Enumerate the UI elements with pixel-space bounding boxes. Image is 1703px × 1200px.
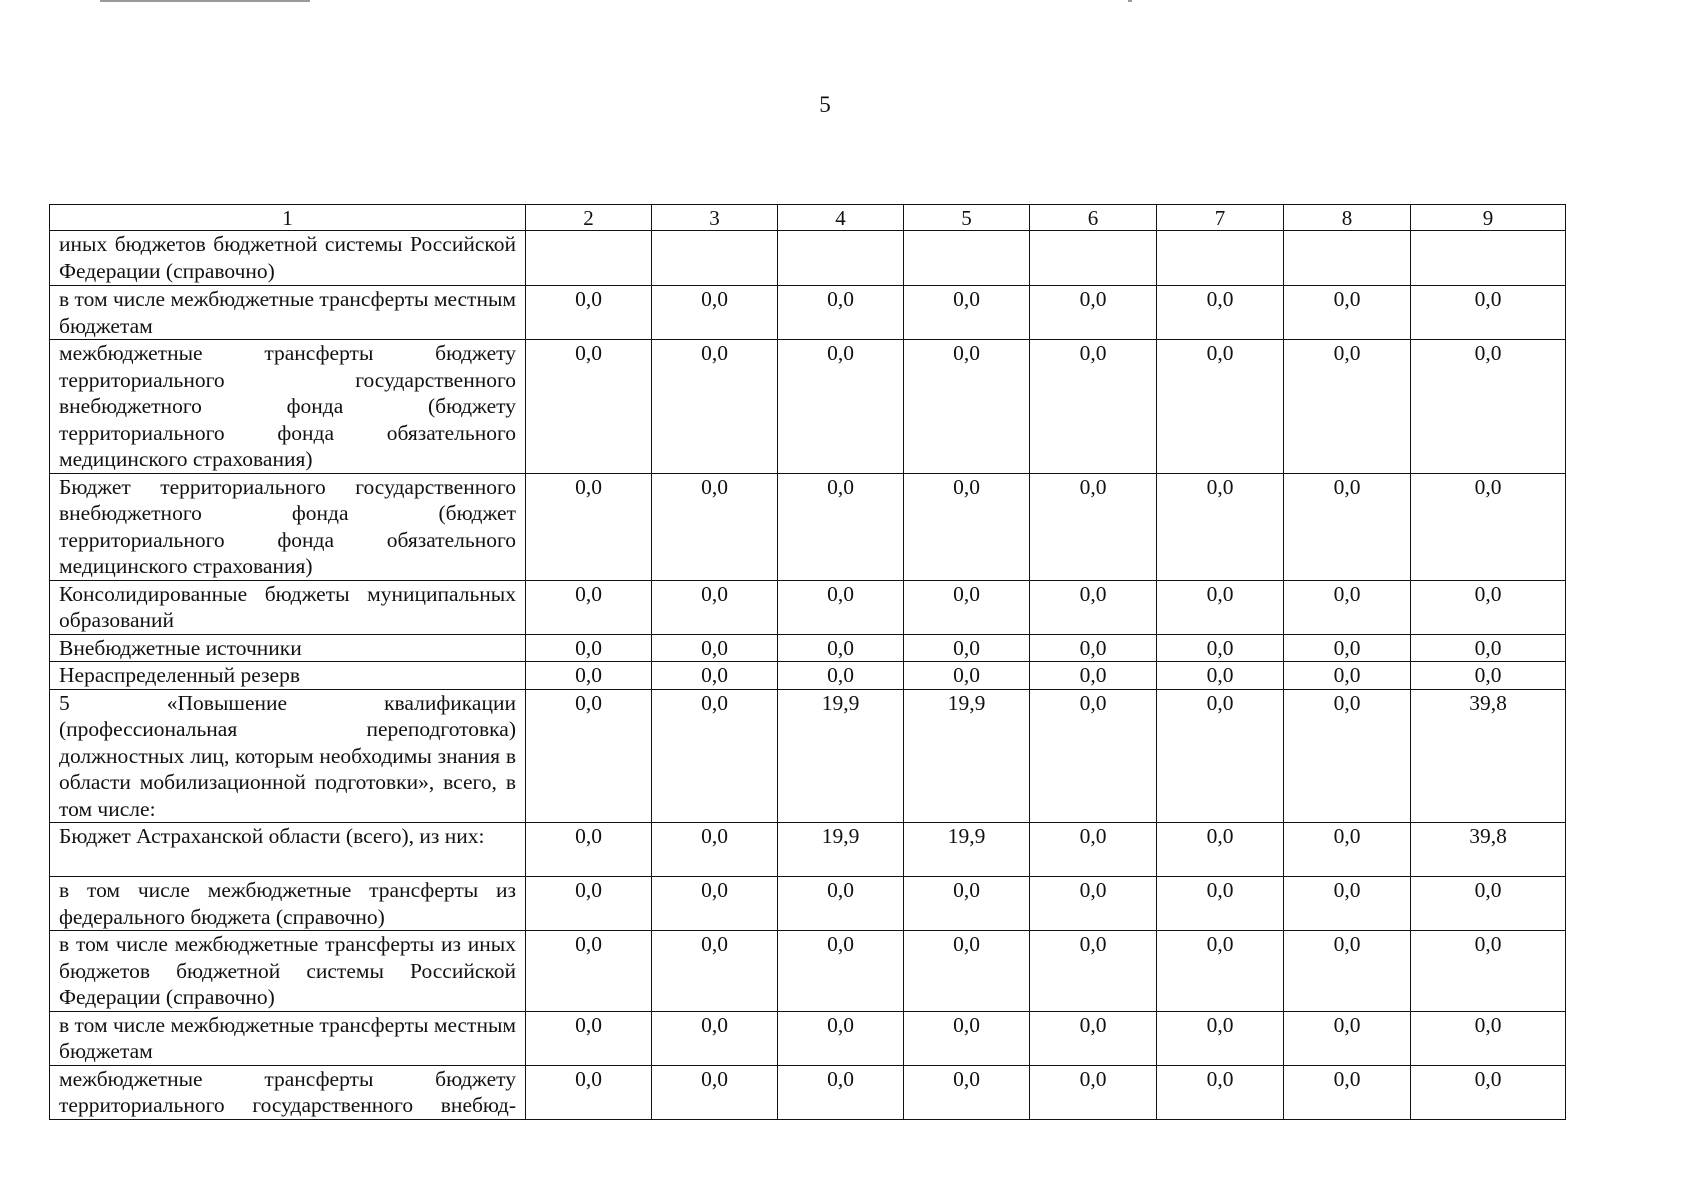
table-cell: 0,0: [1030, 823, 1157, 877]
table-row: [50, 231, 1566, 286]
column-header: 9: [1411, 205, 1566, 231]
table-cell: 0,0: [904, 580, 1030, 634]
table-cell: 0,0: [778, 340, 904, 474]
table-cell: 0,0: [526, 473, 652, 580]
table-cell: 0,0: [652, 931, 778, 1012]
table-cell: 0,0: [652, 286, 778, 340]
table-cell: 0,0: [1157, 1065, 1284, 1119]
table-cell: 0,0: [1157, 580, 1284, 634]
table-cell: 0,0: [778, 931, 904, 1012]
table-row: [50, 689, 1566, 823]
row-label: межбюджетные трансферты бюджету территориального государственного внебюджетного фонда (бюджету территориального фонда обязательного медицинского страхования): [50, 340, 526, 474]
table-cell: 0,0: [1284, 580, 1411, 634]
table-cell: 0,0: [778, 877, 904, 931]
table-cell: 0,0: [526, 634, 652, 662]
table-cell: 0,0: [1411, 931, 1566, 1012]
table-cell: 0,0: [1284, 634, 1411, 662]
table-cell: 0,0: [1411, 1065, 1566, 1119]
table-cell: 0,0: [904, 286, 1030, 340]
table-cell: 0,0: [652, 634, 778, 662]
table-cell: 0,0: [1030, 580, 1157, 634]
table-cell: 0,0: [1284, 340, 1411, 474]
row-label: в том числе межбюджетные трансферты местным бюджетам: [50, 286, 526, 340]
table-cell: 0,0: [778, 662, 904, 690]
table-cell: 0,0: [778, 634, 904, 662]
row-label: межбюджетные трансферты бюджету территориального государственного внебюд-: [50, 1065, 526, 1119]
table-cell: [904, 231, 1030, 286]
table-cell: 0,0: [652, 1065, 778, 1119]
column-header: 7: [1157, 205, 1284, 231]
table-cell: 0,0: [526, 286, 652, 340]
column-header: 2: [526, 205, 652, 231]
table-cell: 0,0: [652, 1011, 778, 1065]
scan-artifact-left: [100, 0, 310, 2]
table-row: [50, 823, 1566, 877]
table-cell: 0,0: [1411, 662, 1566, 690]
row-label: в том числе межбюджетные трансферты местным бюджетам: [50, 1011, 526, 1065]
table-cell: 0,0: [778, 286, 904, 340]
table-cell: 0,0: [904, 877, 1030, 931]
table-cell: 0,0: [1030, 1065, 1157, 1119]
table-cell: [778, 231, 904, 286]
table-cell: 0,0: [652, 473, 778, 580]
table-cell: 0,0: [904, 931, 1030, 1012]
table-cell: 0,0: [904, 473, 1030, 580]
table-cell: 0,0: [1157, 1011, 1284, 1065]
table-row: [50, 340, 1566, 474]
column-header: 1: [50, 205, 526, 231]
table-cell: 0,0: [1030, 340, 1157, 474]
table-cell: 0,0: [778, 1065, 904, 1119]
row-label: Внебюджетные источники: [50, 634, 526, 662]
table-cell: 0,0: [652, 689, 778, 823]
table-cell: 0,0: [526, 662, 652, 690]
table-row: [50, 931, 1566, 1012]
table-cell: 0,0: [904, 662, 1030, 690]
row-label: Бюджет Астраханской области (всего), из них:: [50, 823, 526, 877]
table-cell: 19,9: [904, 823, 1030, 877]
table-cell: 0,0: [1030, 473, 1157, 580]
table-cell: [1411, 231, 1566, 286]
table-cell: 0,0: [1030, 286, 1157, 340]
table-cell: 0,0: [1030, 689, 1157, 823]
table-cell: [526, 231, 652, 286]
table-cell: 0,0: [1411, 286, 1566, 340]
table-cell: 19,9: [778, 823, 904, 877]
table-cell: [1030, 231, 1157, 286]
table-cell: [652, 231, 778, 286]
table-cell: 0,0: [526, 1011, 652, 1065]
table-cell: 39,8: [1411, 689, 1566, 823]
table-cell: 0,0: [526, 689, 652, 823]
table-cell: 0,0: [1411, 1011, 1566, 1065]
row-label: 5 «Повышение квалификации (профессиональная переподготовка) должностных лиц, которым необходимы знания в области мобилизационной подготовки», всего, в том числе:: [50, 689, 526, 823]
table-cell: 0,0: [1157, 877, 1284, 931]
table-cell: 0,0: [652, 877, 778, 931]
table-cell: 0,0: [1030, 1011, 1157, 1065]
row-label: в том числе межбюджетные трансферты из федерального бюджета (справочно): [50, 877, 526, 931]
table-cell: [1157, 231, 1284, 286]
table-cell: 0,0: [652, 662, 778, 690]
column-header: 3: [652, 205, 778, 231]
table-cell: 0,0: [1157, 473, 1284, 580]
table-cell: 0,0: [1157, 340, 1284, 474]
table-cell: 0,0: [1411, 340, 1566, 474]
row-label: иных бюджетов бюджетной системы Российской Федерации (справочно): [50, 231, 526, 286]
table-cell: 0,0: [1030, 634, 1157, 662]
table-cell: 19,9: [904, 689, 1030, 823]
column-number-row: [50, 205, 1566, 231]
table-cell: 0,0: [1030, 931, 1157, 1012]
table-cell: 0,0: [778, 1011, 904, 1065]
table-cell: 0,0: [904, 1011, 1030, 1065]
table-cell: 0,0: [904, 340, 1030, 474]
row-label: в том числе межбюджетные трансферты из иных бюджетов бюджетной системы Российской Федерации (справочно): [50, 931, 526, 1012]
table-cell: 0,0: [1284, 1065, 1411, 1119]
table-cell: 0,0: [778, 580, 904, 634]
table-row: [50, 286, 1566, 340]
table-row: [50, 662, 1566, 690]
table-cell: 0,0: [1157, 634, 1284, 662]
table-cell: 0,0: [1157, 823, 1284, 877]
table-cell: 0,0: [526, 931, 652, 1012]
table-cell: 0,0: [526, 340, 652, 474]
table-cell: [1284, 231, 1411, 286]
table-cell: 0,0: [652, 823, 778, 877]
scan-artifact-right: [1128, 0, 1132, 2]
table-cell: 0,0: [1030, 877, 1157, 931]
row-label: Нераспределенный резерв: [50, 662, 526, 690]
table-cell: 0,0: [1284, 286, 1411, 340]
column-header: 6: [1030, 205, 1157, 231]
table-cell: 0,0: [1411, 634, 1566, 662]
table-cell: 0,0: [1411, 473, 1566, 580]
row-label: Бюджет территориального государственного внебюджетного фонда (бюджет территориального фонда обязательного медицинского страхования): [50, 473, 526, 580]
table-cell: 0,0: [1157, 931, 1284, 1012]
budget-table: [49, 204, 1566, 1120]
page-number: 5: [819, 92, 831, 117]
table-cell: 0,0: [526, 823, 652, 877]
column-header: 5: [904, 205, 1030, 231]
table-cell: 0,0: [652, 340, 778, 474]
table-row: [50, 1065, 1566, 1119]
table-cell: 0,0: [1284, 823, 1411, 877]
column-header: 4: [778, 205, 904, 231]
table-cell: 0,0: [1157, 286, 1284, 340]
table-cell: 19,9: [778, 689, 904, 823]
table-cell: 0,0: [526, 1065, 652, 1119]
table-cell: 0,0: [526, 877, 652, 931]
column-header: 8: [1284, 205, 1411, 231]
table-cell: 0,0: [904, 634, 1030, 662]
table-cell: 0,0: [1284, 473, 1411, 580]
table-cell: 0,0: [1284, 662, 1411, 690]
table-cell: 0,0: [1284, 1011, 1411, 1065]
table-cell: 0,0: [1284, 931, 1411, 1012]
table-cell: 0,0: [652, 580, 778, 634]
table-cell: 0,0: [1284, 689, 1411, 823]
table-row: [50, 473, 1566, 580]
table-row: [50, 634, 1566, 662]
table-cell: 0,0: [1157, 662, 1284, 690]
table-cell: 0,0: [778, 473, 904, 580]
table-row: [50, 1011, 1566, 1065]
table-cell: 0,0: [1284, 877, 1411, 931]
table-cell: 0,0: [1411, 877, 1566, 931]
table-row: [50, 580, 1566, 634]
table-cell: 0,0: [1030, 662, 1157, 690]
table-cell: 0,0: [526, 580, 652, 634]
table-cell: 0,0: [1411, 580, 1566, 634]
table-cell: 39,8: [1411, 823, 1566, 877]
table-row: [50, 877, 1566, 931]
table-cell: 0,0: [904, 1065, 1030, 1119]
table-cell: 0,0: [1157, 689, 1284, 823]
row-label: Консолидированные бюджеты муниципальных образований: [50, 580, 526, 634]
